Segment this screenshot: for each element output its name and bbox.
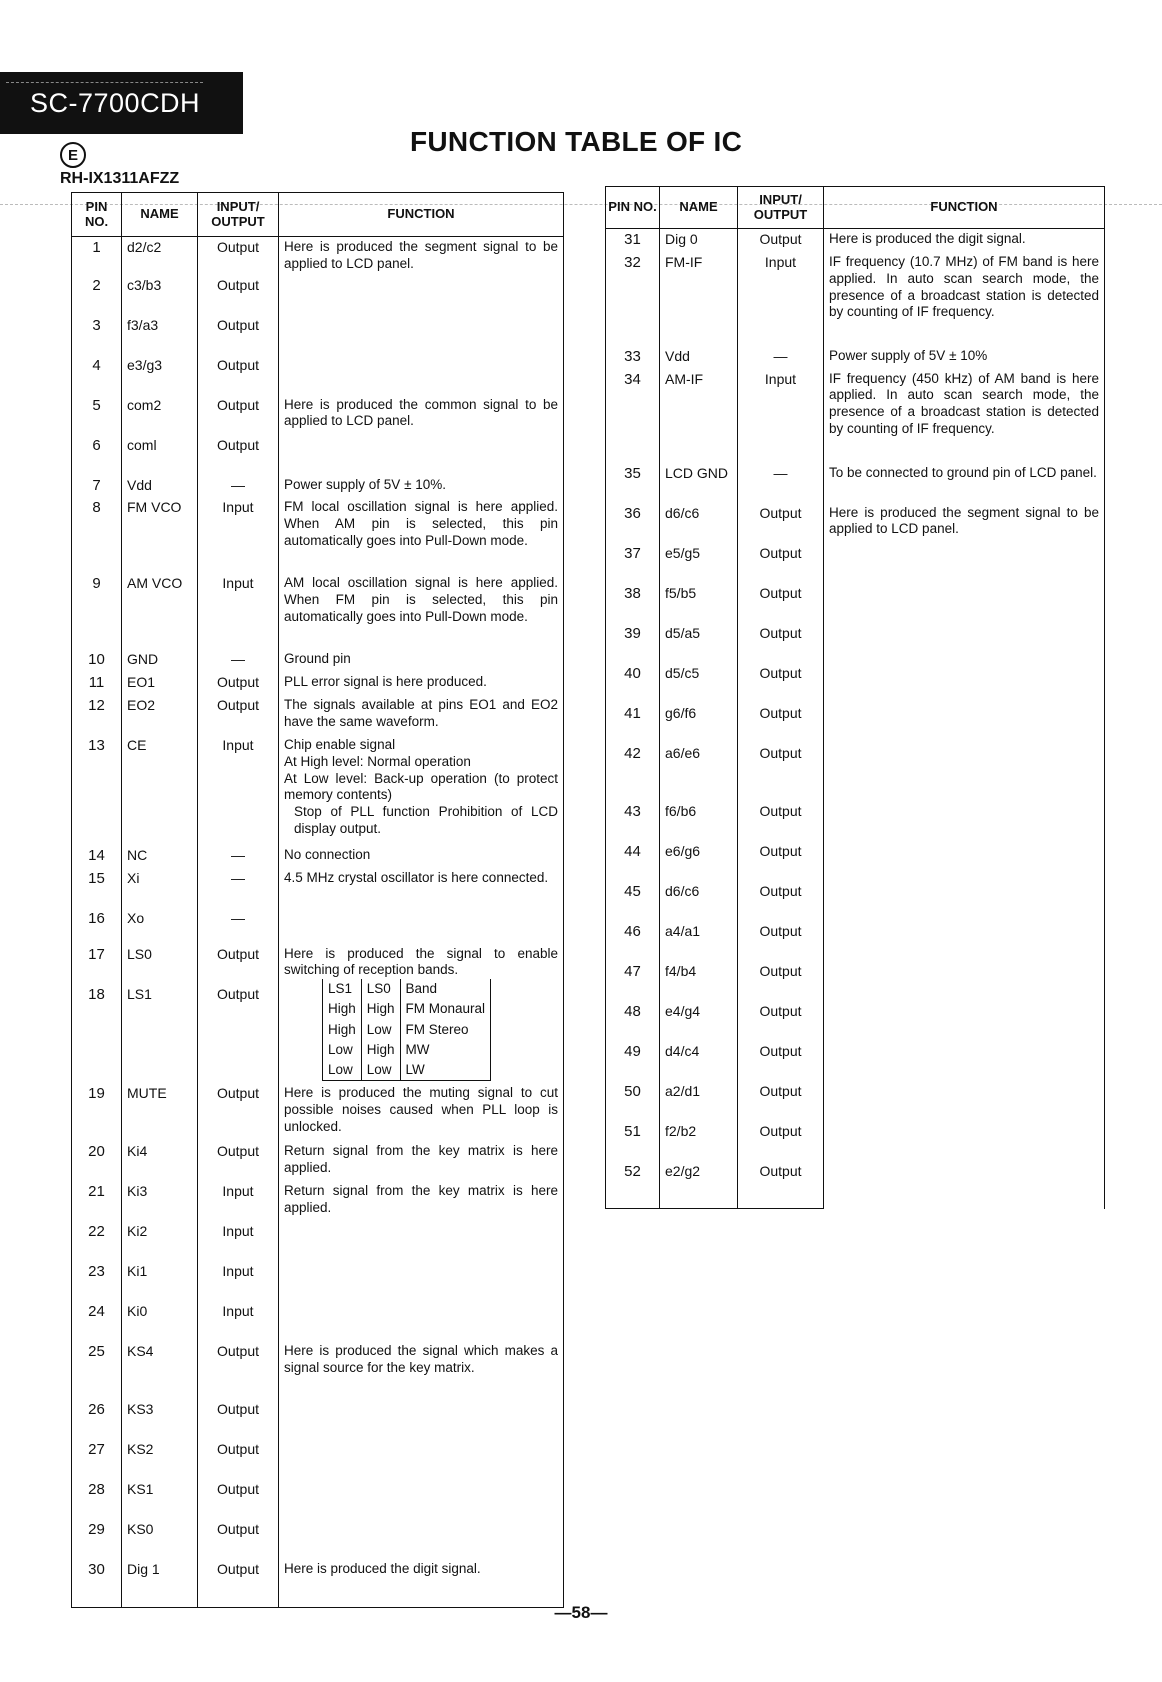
band-table — [322, 979, 491, 1081]
pin-io: — — [198, 845, 279, 868]
pin-function — [279, 944, 564, 1084]
pin-io: Input — [198, 497, 279, 573]
pin-name: KS1 — [122, 1479, 198, 1519]
pin-number: 40 — [606, 663, 660, 703]
pin-function: Here is produced the digit signal. — [824, 229, 1105, 252]
pin-name: d6/c6 — [660, 503, 738, 543]
col-pin: PIN NO. — [606, 187, 660, 229]
model-badge: SC-7700CDH — [0, 72, 243, 134]
pin-io: — — [198, 649, 279, 672]
pin-function: Here is produced the segment signal to be applied to LCD panel. — [279, 237, 564, 395]
pin-name: LCD GND — [660, 463, 738, 503]
pin-io: Output — [738, 1041, 824, 1081]
ce-line-2: At High level: Normal operation — [284, 753, 471, 769]
pin-io: Output — [198, 1141, 279, 1181]
pin-number: 34 — [606, 369, 660, 463]
pin-number: 38 — [606, 583, 660, 623]
pin-io: Output — [738, 921, 824, 961]
pin-name: FM VCO — [122, 497, 198, 573]
pin-name: Xi — [122, 868, 198, 908]
pin-io: Input — [198, 573, 279, 649]
pin-function: Power supply of 5V ± 10% — [824, 346, 1105, 369]
pin-io: Output — [738, 743, 824, 801]
pin-io: Output — [198, 1083, 279, 1141]
pin-number: 19 — [72, 1083, 122, 1141]
pin-number: 14 — [72, 845, 122, 868]
pin-io: Output — [198, 1479, 279, 1519]
pin-io: — — [738, 463, 824, 503]
band-cell: High — [323, 1020, 362, 1040]
pin-name: EO1 — [122, 672, 198, 695]
band-cell: Low — [361, 1020, 400, 1040]
band-cell: High — [361, 1040, 400, 1060]
pin-name: e6/g6 — [660, 841, 738, 881]
pin-name: KS2 — [122, 1439, 198, 1479]
pin-number: 51 — [606, 1121, 660, 1161]
pin-io: — — [198, 908, 279, 944]
ce-line-1: Chip enable signal — [284, 736, 396, 752]
pin-function: IF frequency (10.7 MHz) of FM band is here applied. In auto scan search mode, the presence of a broadcast station is detected by counting of IF frequency. — [824, 252, 1105, 346]
pin-name: KS4 — [122, 1341, 198, 1399]
pin-name: d4/c4 — [660, 1041, 738, 1081]
pin-number: 2 — [72, 275, 122, 315]
pin-function — [279, 735, 564, 845]
pin-function: Ground pin — [279, 649, 564, 672]
pin-function: Here is produced the signal which makes a signal source for the key matrix. — [279, 1341, 564, 1559]
pin-name: com2 — [122, 395, 198, 435]
col-pin: PIN NO. — [72, 193, 122, 237]
ic-part-number: RH-IX1311AFZZ — [60, 170, 180, 187]
pin-io: Output — [738, 229, 824, 252]
pin-number: 27 — [72, 1439, 122, 1479]
pin-io: Output — [738, 1081, 824, 1121]
pin-io: Output — [738, 1161, 824, 1209]
pin-number: 6 — [72, 435, 122, 475]
pin-function: Here is produced the digit signal. — [279, 1559, 564, 1607]
pin-io: Output — [738, 841, 824, 881]
pin-name: f5/b5 — [660, 583, 738, 623]
col-function: FUNCTION — [279, 193, 564, 237]
pin-name: Ki0 — [122, 1301, 198, 1341]
pin-io: Output — [198, 395, 279, 435]
pin-io: — — [198, 475, 279, 498]
pin-name: Xo — [122, 908, 198, 944]
pin-io: Output — [738, 503, 824, 543]
pin-number: 25 — [72, 1341, 122, 1399]
band-header: Band — [400, 979, 491, 999]
pin-number: 13 — [72, 735, 122, 845]
pin-name: f2/b2 — [660, 1121, 738, 1161]
pin-name: a6/e6 — [660, 743, 738, 801]
pin-name: Ki1 — [122, 1261, 198, 1301]
pin-number: 16 — [72, 908, 122, 944]
pin-number: 29 — [72, 1519, 122, 1559]
pin-function: FM local oscillation signal is here applied. When AM pin is selected, this pin automatically goes into Pull-Down mode. — [279, 497, 564, 573]
pin-number: 12 — [72, 695, 122, 735]
pin-io: Output — [198, 695, 279, 735]
col-name: NAME — [122, 193, 198, 237]
pin-number: 28 — [72, 1479, 122, 1519]
pin-number: 26 — [72, 1399, 122, 1439]
pin-number: 33 — [606, 346, 660, 369]
pin-io: Output — [198, 315, 279, 355]
pin-name: d6/c6 — [660, 881, 738, 921]
pin-number: 23 — [72, 1261, 122, 1301]
pin-io: Output — [738, 623, 824, 663]
pin-io: Input — [198, 1181, 279, 1221]
ce-line-4: Stop of PLL function Prohibition of LCD display output. — [294, 804, 558, 837]
pin-name: NC — [122, 845, 198, 868]
pin-number: 10 — [72, 649, 122, 672]
page-title: FUNCTION TABLE OF IC — [410, 126, 743, 157]
pin-io: Output — [198, 1519, 279, 1559]
pin-io: Output — [198, 275, 279, 315]
pin-io: Output — [198, 944, 279, 984]
pin-number: 49 — [606, 1041, 660, 1081]
pin-name: Dig 1 — [122, 1559, 198, 1607]
pin-number: 32 — [606, 252, 660, 346]
pin-name: Ki3 — [122, 1181, 198, 1221]
pin-name: FM-IF — [660, 252, 738, 346]
pin-name: Ki4 — [122, 1141, 198, 1181]
pin-name: GND — [122, 649, 198, 672]
pin-io: Output — [738, 1121, 824, 1161]
pin-name: LS0 — [122, 944, 198, 984]
pin-name: Dig 0 — [660, 229, 738, 252]
pin-name: a2/d1 — [660, 1081, 738, 1121]
pin-name: d2/c2 — [122, 237, 198, 275]
pin-number: 8 — [72, 497, 122, 573]
col-io: INPUT/ OUTPUT — [738, 187, 824, 229]
pin-function: IF frequency (450 kHz) of AM band is here applied. In auto scan search mode, the presence of a broadcast station is detected by counting of IF frequency. — [824, 369, 1105, 463]
pin-number: 37 — [606, 543, 660, 583]
pin-io: Input — [738, 252, 824, 346]
pin-io: Output — [198, 355, 279, 395]
pin-number: 45 — [606, 881, 660, 921]
col-function: FUNCTION — [824, 187, 1105, 229]
pin-number: 11 — [72, 672, 122, 695]
pin-io: Output — [198, 1399, 279, 1439]
pin-io: Output — [738, 703, 824, 743]
pin-number: 36 — [606, 503, 660, 543]
pin-io: Output — [738, 801, 824, 841]
function-table-right — [605, 186, 1105, 1209]
pin-name: c3/b3 — [122, 275, 198, 315]
pin-function: Here is produced the segment signal to be applied to LCD panel. — [824, 503, 1105, 1209]
pin-io: Output — [738, 583, 824, 623]
pin-name: Ki2 — [122, 1221, 198, 1261]
pin-function: AM local oscillation signal is here applied. When FM pin is selected, this pin automatically goes into Pull-Down mode. — [279, 573, 564, 649]
pin-name: g6/f6 — [660, 703, 738, 743]
pin-number: 31 — [606, 229, 660, 252]
pin-number: 20 — [72, 1141, 122, 1181]
pin-name: coml — [122, 435, 198, 475]
pin-io: Output — [738, 961, 824, 1001]
pin-function: Return signal from the key matrix is here applied. — [279, 1181, 564, 1341]
ce-line-3: At Low level: Back-up operation (to protect memory contents) — [284, 770, 558, 803]
pin-function: 4.5 MHz crystal oscillator is here connected. — [279, 868, 564, 944]
pin-number: 41 — [606, 703, 660, 743]
pin-function: No connection — [279, 845, 564, 868]
pin-name: Vdd — [122, 475, 198, 498]
pin-name: f4/b4 — [660, 961, 738, 1001]
pin-number: 1 — [72, 237, 122, 275]
pin-number: 48 — [606, 1001, 660, 1041]
pin-function: Power supply of 5V ± 10%. — [279, 475, 564, 498]
band-cell: FM Monaural — [400, 999, 491, 1019]
pin-io: Output — [198, 435, 279, 475]
pin-name: LS1 — [122, 984, 198, 1083]
pin-name: a4/a1 — [660, 921, 738, 961]
pin-name: e4/g4 — [660, 1001, 738, 1041]
pin-io: Output — [198, 237, 279, 275]
pin-number: 42 — [606, 743, 660, 801]
pin-name: e5/g5 — [660, 543, 738, 583]
band-cell: Low — [323, 1040, 362, 1060]
pin-name: Vdd — [660, 346, 738, 369]
pin-io: Output — [738, 881, 824, 921]
pin-number: 39 — [606, 623, 660, 663]
pin-io: Output — [198, 672, 279, 695]
pin-number: 44 — [606, 841, 660, 881]
pin-number: 35 — [606, 463, 660, 503]
pin-function: To be connected to ground pin of LCD panel. — [824, 463, 1105, 503]
pin-io: Input — [738, 369, 824, 463]
pin-io: Input — [198, 735, 279, 845]
pin-number: 22 — [72, 1221, 122, 1261]
pin-number: 50 — [606, 1081, 660, 1121]
band-cell: High — [361, 999, 400, 1019]
pin-name: AM VCO — [122, 573, 198, 649]
pin-number: 21 — [72, 1181, 122, 1221]
pin-io: Input — [198, 1301, 279, 1341]
pin-function: The signals available at pins EO1 and EO2 have the same waveform. — [279, 695, 564, 735]
pin-number: 15 — [72, 868, 122, 908]
band-cell: Low — [323, 1060, 362, 1081]
region-mark: E — [60, 142, 86, 168]
band-cell: High — [323, 999, 362, 1019]
function-table-left — [71, 192, 564, 1608]
pin-number: 18 — [72, 984, 122, 1083]
pin-io: Output — [738, 663, 824, 703]
pin-function: Here is produced the muting signal to cut possible noises caused when PLL loop is unlocked. — [279, 1083, 564, 1141]
pin-function: PLL error signal is here produced. — [279, 672, 564, 695]
pin-number: 43 — [606, 801, 660, 841]
band-cell: LW — [400, 1060, 491, 1081]
pin-name: EO2 — [122, 695, 198, 735]
pin-io: Output — [198, 984, 279, 1083]
pin-number: 5 — [72, 395, 122, 435]
pin-number: 7 — [72, 475, 122, 498]
pin-function: Here is produced the common signal to be applied to LCD panel. — [279, 395, 564, 475]
pin-name: MUTE — [122, 1083, 198, 1141]
pin-number: 24 — [72, 1301, 122, 1341]
page-number: —58— — [554, 1603, 608, 1622]
pin-io: Input — [198, 1261, 279, 1301]
pin-io: — — [738, 346, 824, 369]
band-header: LS0 — [361, 979, 400, 999]
pin-name: f3/a3 — [122, 315, 198, 355]
pin-io: Output — [198, 1559, 279, 1607]
pin-name: e2/g2 — [660, 1161, 738, 1209]
pin-number: 52 — [606, 1161, 660, 1209]
pin-name: d5/c5 — [660, 663, 738, 703]
pin-function: Return signal from the key matrix is here applied. — [279, 1141, 564, 1181]
band-cell: FM Stereo — [400, 1020, 491, 1040]
pin-io: Output — [198, 1341, 279, 1399]
pin-number: 30 — [72, 1559, 122, 1607]
pin-name: KS0 — [122, 1519, 198, 1559]
col-io: INPUT/ OUTPUT — [198, 193, 279, 237]
pin-number: 17 — [72, 944, 122, 984]
band-cell: Low — [361, 1060, 400, 1081]
band-switch-text: Here is produced the signal to enable switching of reception bands. — [284, 945, 558, 978]
pin-io: Input — [198, 1221, 279, 1261]
pin-name: KS3 — [122, 1399, 198, 1439]
band-header: LS1 — [323, 979, 362, 999]
pin-name: e3/g3 — [122, 355, 198, 395]
pin-name: f6/b6 — [660, 801, 738, 841]
pin-number: 47 — [606, 961, 660, 1001]
pin-io: Output — [738, 1001, 824, 1041]
pin-number: 46 — [606, 921, 660, 961]
pin-io: — — [198, 868, 279, 908]
pin-name: AM-IF — [660, 369, 738, 463]
pin-number: 3 — [72, 315, 122, 355]
band-cell: MW — [400, 1040, 491, 1060]
pin-number: 4 — [72, 355, 122, 395]
pin-name: d5/a5 — [660, 623, 738, 663]
pin-name: CE — [122, 735, 198, 845]
pin-io: Output — [198, 1439, 279, 1479]
pin-number: 9 — [72, 573, 122, 649]
pin-io: Output — [738, 543, 824, 583]
col-name: NAME — [660, 187, 738, 229]
